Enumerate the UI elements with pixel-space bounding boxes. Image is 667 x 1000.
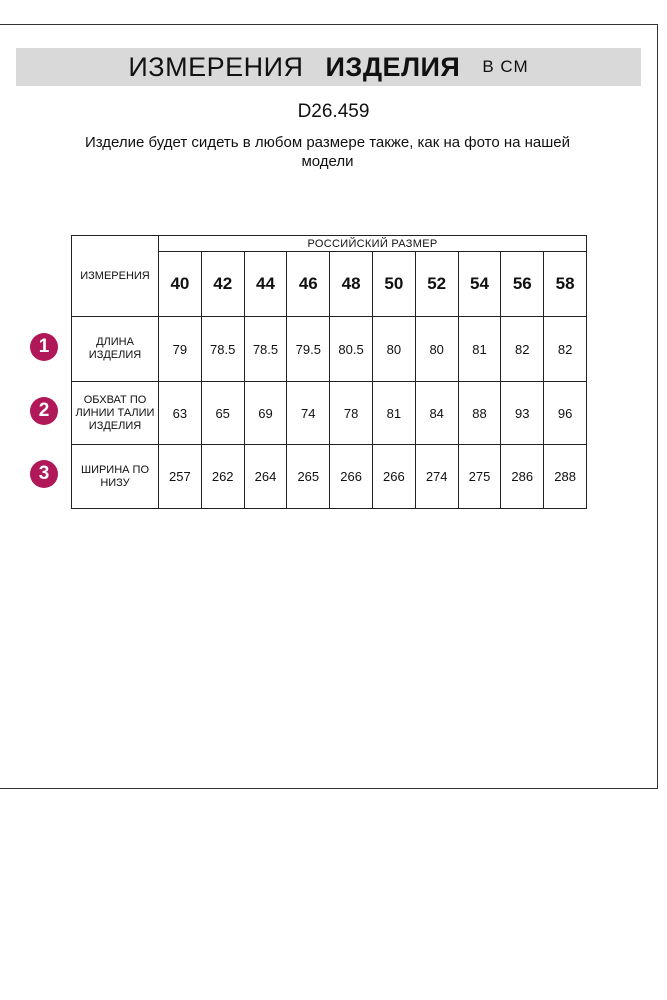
size-header: 54 (458, 252, 501, 317)
table-cell: 69 (244, 382, 287, 445)
table-cell: 266 (330, 445, 373, 509)
table-cell: 88 (458, 382, 501, 445)
table-cell: 63 (159, 382, 202, 445)
size-header: 46 (287, 252, 330, 317)
row-label: ДЛИНА ИЗДЕЛИЯ (72, 317, 159, 382)
size-header: 44 (244, 252, 287, 317)
table-row (72, 382, 587, 445)
table-row (72, 445, 587, 509)
table-cell: 257 (159, 445, 202, 509)
table-cell: 265 (287, 445, 330, 509)
row-number-badge: 2 (30, 397, 58, 425)
table-cell: 79 (159, 317, 202, 382)
title-units: В СМ (482, 57, 529, 76)
table-cell: 74 (287, 382, 330, 445)
size-header: 48 (330, 252, 373, 317)
row-number-badge: 1 (30, 333, 58, 361)
size-header: 40 (159, 252, 202, 317)
table-row (72, 317, 587, 382)
table-cell: 80.5 (330, 317, 373, 382)
table-cell: 274 (415, 445, 458, 509)
fit-description: Изделие будет сидеть в любом размере также, как на фото на нашей модели (84, 134, 571, 170)
table-cell: 82 (501, 317, 544, 382)
table-cell: 96 (544, 382, 587, 445)
table-cell: 65 (201, 382, 244, 445)
table-cell: 264 (244, 445, 287, 509)
size-header: 56 (501, 252, 544, 317)
size-header: 50 (372, 252, 415, 317)
size-table (71, 235, 587, 509)
table-cell: 78.5 (201, 317, 244, 382)
table-cell: 93 (501, 382, 544, 445)
table-cell: 82 (544, 317, 587, 382)
table-cell: 78 (330, 382, 373, 445)
table-cell: 288 (544, 445, 587, 509)
row-label: ШИРИНА ПО НИЗУ (72, 445, 159, 509)
size-header: 58 (544, 252, 587, 317)
page-title (16, 48, 641, 86)
table-cell: 84 (415, 382, 458, 445)
title-product: ИЗДЕЛИЯ (325, 51, 461, 82)
row-number-badge: 3 (30, 460, 58, 488)
row-label: ОБХВАТ ПО ЛИНИИ ТАЛИИ ИЗДЕЛИЯ (72, 382, 159, 445)
title-measurements: ИЗМЕРЕНИЯ (128, 51, 304, 82)
size-system-label: РОССИЙСКИЙ РАЗМЕР (159, 236, 587, 252)
table-cell: 262 (201, 445, 244, 509)
table-cell: 81 (372, 382, 415, 445)
table-cell: 286 (501, 445, 544, 509)
table-cell: 275 (458, 445, 501, 509)
table-cell: 80 (415, 317, 458, 382)
table-cell: 80 (372, 317, 415, 382)
size-header: 42 (201, 252, 244, 317)
article-code: D26.459 (297, 101, 370, 122)
table-cell: 266 (372, 445, 415, 509)
size-header: 52 (415, 252, 458, 317)
table-corner-label: ИЗМЕРЕНИЯ (72, 236, 159, 317)
table-cell: 79.5 (287, 317, 330, 382)
table-cell: 78.5 (244, 317, 287, 382)
table-cell: 81 (458, 317, 501, 382)
